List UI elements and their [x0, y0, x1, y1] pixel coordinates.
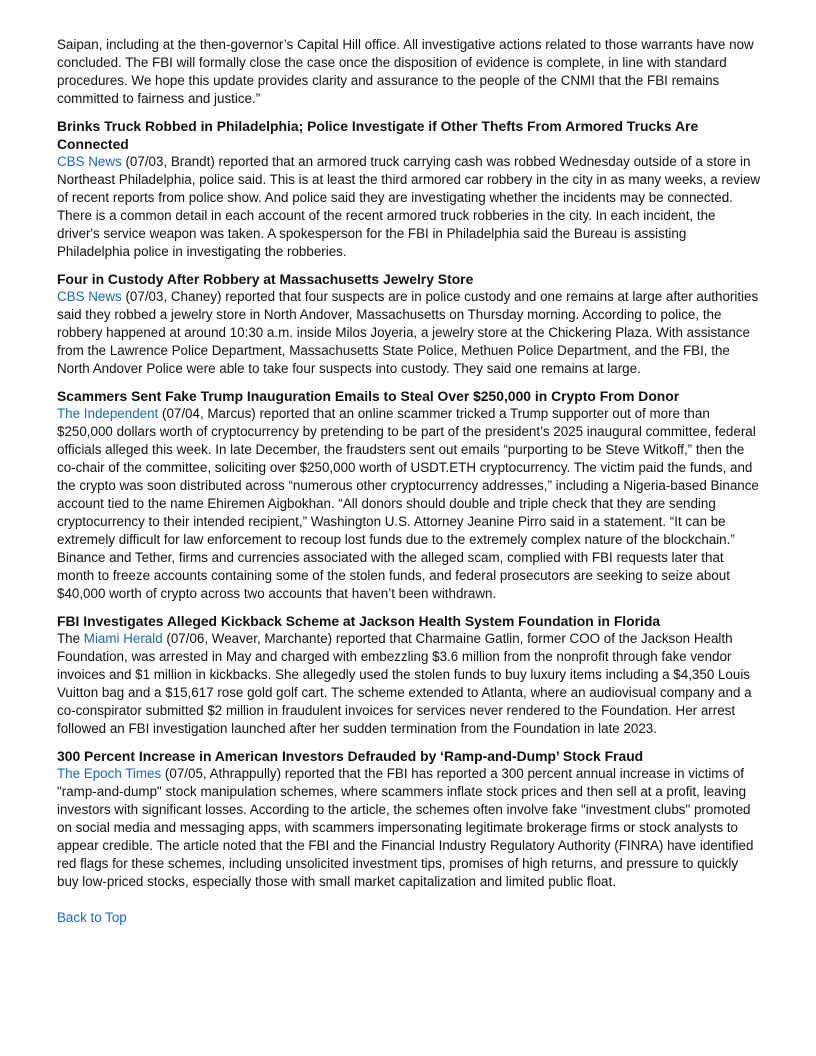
source-link-cbs-news[interactable]: CBS News [57, 289, 122, 304]
story-kickback-scheme [57, 612, 761, 738]
newsletter-page [57, 36, 761, 927]
story-text: (07/03, Chaney) reported that four suspects are in police custody and one remains at large after authorities said they robbed a jewelry store in North Andover, Massachusetts on Thursday morning. According to police, the robbery happened at around 10:30 a.m. inside Milos Joyeria, a jewelry store at the Chickering Plaza. With assistance from the Lawrence Police Department, Massachusetts State Police, Methuen Police Department, and the FBI, the North Andover Police were able to take four suspects into custody. They said one remains at large. [57, 289, 759, 376]
back-to-top-link[interactable]: Back to Top [57, 910, 127, 925]
source-link-the-independent[interactable]: The Independent [57, 406, 159, 421]
story-jewelry-robbery [57, 270, 761, 378]
story-headline: Four in Custody After Robbery at Massachusetts Jewelry Store [57, 271, 474, 287]
story-headline: 300 Percent Increase in American Investors Defrauded by ‘Ramp-and-Dump’ Stock Fraud [57, 748, 644, 764]
story-ramp-and-dump [57, 747, 761, 891]
story-text: (07/06, Weaver, Marchante) reported that Charmaine Gatlin, former COO of the Jackson Health Foundation, was arrested in May and charged with embezzling $3.6 million from the nonprofit through fake vendor invoices and $1 million in kickbacks. She allegedly used the stolen funds to buy luxury items including a $4,350 Louis Vuitton bag and a $15,617 rose gold golf cart. The scheme extended to Atlanta, where an audiovisual company and a co-conspirator submitted $2 million in fraudulent invoices for services never rendered to the Foundation. Her arrest followed an FBI investigation launched after her sudden termination from the Foundation in late 2023. [57, 631, 752, 736]
story-crypto-scam [57, 387, 761, 603]
story-text: (07/05, Athrappully) reported that the FBI has reported a 300 percent annual increase in victims of "ramp-and-dump" stock manipulation schemes, where scammers inflate stock prices and then sell at a profit, leaving investors with significant losses. According to the article, the schemes often involve fake "investment clubs" promoted on social media and messaging apps, with scammers impersonating legitimate brokerage firms or stock analysts to appear credible. The article noted that the FBI and the Financial Industry Regulatory Authority (FINRA) have identified red flags for these schemes, including unsolicited investment tips, promises of high returns, and pressure to quickly buy low-priced stocks, especially those with small market capitalization and limited public float. [57, 766, 754, 889]
story-body [57, 153, 761, 261]
story-text: (07/03, Brandt) reported that an armored truck carrying cash was robbed Wednesday outside of a store in Northeast Philadelphia, police said. This is at least the third armored car robbery in the city in as many weeks, a review of recent reports from police show. And police said they are investigating whether the incidents may be connected. There is a common detail in each account of the recent armored truck robberies in the city. In each incident, the driver's service weapon was taken. A spokesperson for the FBI in Philadelphia said the Bureau is assisting Philadelphia police in investigating the robberies. [57, 154, 761, 259]
story-headline: Brinks Truck Robbed in Philadelphia; Police Investigate if Other Thefts From Armored Trucks Are Connected [57, 118, 699, 152]
story-headline: FBI Investigates Alleged Kickback Scheme at Jackson Health System Foundation in Florida [57, 613, 661, 629]
story-body [57, 765, 761, 891]
source-link-the-epoch-times[interactable]: The Epoch Times [57, 766, 162, 781]
source-link-miami-herald[interactable]: Miami Herald [83, 631, 163, 646]
story-headline: Scammers Sent Fake Trump Inauguration Emails to Steal Over $250,000 in Crypto From Donor [57, 388, 680, 404]
story-prefix: The [57, 631, 84, 646]
story-body [57, 405, 761, 603]
story-body [57, 288, 761, 378]
story-text: (07/04, Marcus) reported that an online scammer tricked a Trump supporter out of more than $250,000 dollars worth of cryptocurrency by pretending to be part of the president’s 2025 inaugural committee, federal officials alleged this week. In late December, the fraudsters sent out emails “purporting to be Steve Witkoff,” then the co-chair of the committee, soliciting over $250,000 worth of USDT.ETH cryptocurrency. The victim paid the funds, and the crypto was soon distributed across “numerous other cryptocurrency addresses,” including a Nigeria-based Binance account tied to the name Ehiremen Aigbokhan. “All donors should double and triple check that they are sending cryptocurrency to their intended recipient,” Washington U.S. Attorney Jeanine Pirro said in a statement. “It can be extremely difficult for law enforcement to recoup lost funds due to the extremely complex nature of the blockchain.” Binance and Tether, firms and currencies associated with the alleged scam, complied with FBI requests later that month to freeze accounts containing some of the stolen funds, and federal prosecutors are seeking to seize about $40,000 worth of crypto across two accounts that haven’t been withdrawn. [57, 406, 759, 601]
source-link-cbs-news[interactable]: CBS News [57, 154, 122, 169]
intro-paragraph: Saipan, including at the then-governor’s Capital Hill office. All investigative actions related to those warrants have now concluded. The FBI will formally close the case once the disposition of evidence is complete, in line with standard procedures. We hope this update provides clarity and assurance to the people of the CNMI that the FBI remains committed to fairness and justice.” [57, 37, 754, 106]
story-body [57, 630, 761, 738]
story-brinks-robbery [57, 117, 761, 261]
